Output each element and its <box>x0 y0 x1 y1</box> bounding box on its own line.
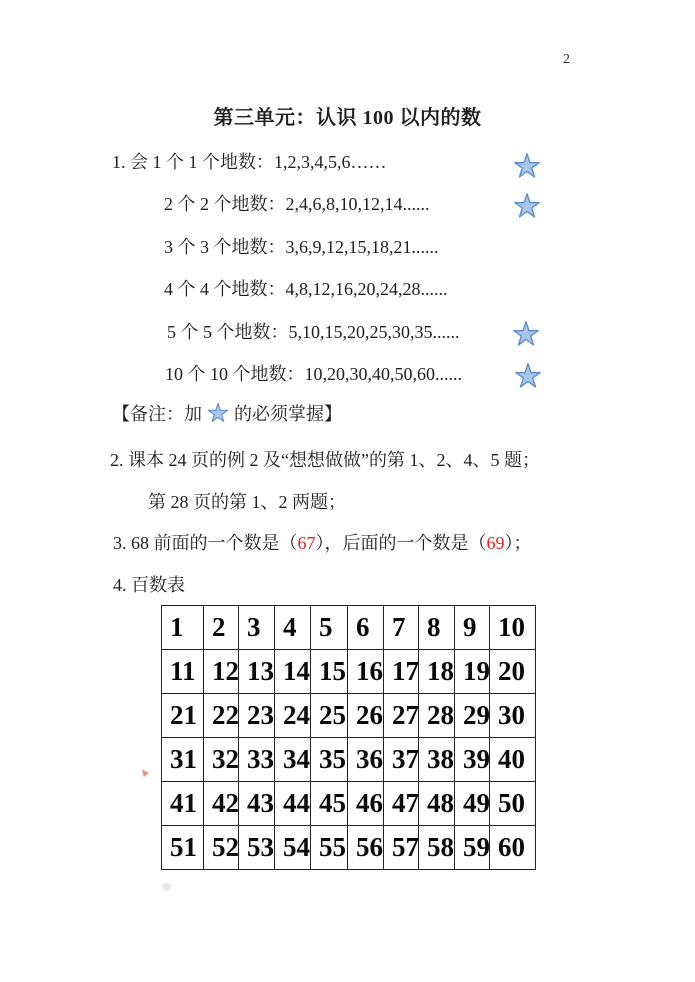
table-cell: 42 <box>204 782 239 826</box>
counting-line-4: 4 个 4 个地数：4,8,12,16,20,24,28...... <box>164 279 448 299</box>
counting-line-3: 3 个 3 个地数：3,6,9,12,15,18,21...... <box>164 237 439 257</box>
table-cell: 50 <box>490 782 536 826</box>
table-cell: 9 <box>455 606 490 650</box>
table-cell: 1 <box>162 606 204 650</box>
table-cell: 53 <box>239 826 275 870</box>
smudge-artifact <box>162 883 171 891</box>
table-cell: 19 <box>455 650 490 694</box>
table-cell: 36 <box>348 738 384 782</box>
table-cell: 38 <box>419 738 455 782</box>
table-cell: 8 <box>419 606 455 650</box>
table-cell: 51 <box>162 826 204 870</box>
note-prefix: 【备注：加 <box>112 404 202 424</box>
note-line <box>112 401 342 427</box>
table-cell: 27 <box>384 694 419 738</box>
table-cell: 54 <box>275 826 311 870</box>
table-cell: 23 <box>239 694 275 738</box>
table-cell: 3 <box>239 606 275 650</box>
table-cell: 34 <box>275 738 311 782</box>
table-cell: 59 <box>455 826 490 870</box>
counting-line-1: 1. 会 1 个 1 个地数：1,2,3,4,5,6…… <box>112 152 387 172</box>
note-suffix: 的必须掌握】 <box>234 404 342 424</box>
item4-heading: 4. 百数表 <box>113 575 185 595</box>
star-icon <box>513 192 541 220</box>
table-cell: 45 <box>311 782 348 826</box>
table-row <box>162 738 536 782</box>
table-cell: 40 <box>490 738 536 782</box>
item3-line <box>113 530 532 556</box>
table-cell: 52 <box>204 826 239 870</box>
table-cell: 28 <box>419 694 455 738</box>
star-icon <box>512 320 540 348</box>
hundred-table <box>161 605 536 870</box>
item3-answer-2: 69 <box>486 533 505 553</box>
table-cell: 4 <box>275 606 311 650</box>
table-cell: 46 <box>348 782 384 826</box>
red-mark-artifact <box>142 768 149 777</box>
table-cell: 16 <box>348 650 384 694</box>
table-cell: 24 <box>275 694 311 738</box>
table-row <box>162 650 536 694</box>
table-cell: 60 <box>490 826 536 870</box>
table-cell: 29 <box>455 694 490 738</box>
star-icon <box>207 402 229 424</box>
table-row <box>162 694 536 738</box>
table-cell: 7 <box>384 606 419 650</box>
table-cell: 5 <box>311 606 348 650</box>
table-cell: 30 <box>490 694 536 738</box>
table-cell: 13 <box>239 650 275 694</box>
item3-pre: 3. 68 前面的一个数是（ <box>113 533 298 553</box>
table-row <box>162 606 536 650</box>
table-cell: 18 <box>419 650 455 694</box>
page-number: 2 <box>563 52 570 67</box>
table-cell: 31 <box>162 738 204 782</box>
table-cell: 47 <box>384 782 419 826</box>
table-cell: 33 <box>239 738 275 782</box>
counting-line-6: 10 个 10 个地数：10,20,30,40,50,60...... <box>165 364 462 384</box>
table-cell: 39 <box>455 738 490 782</box>
table-cell: 10 <box>490 606 536 650</box>
table-row <box>162 826 536 870</box>
counting-line-5: 5 个 5 个地数：5,10,15,20,25,30,35...... <box>167 322 460 342</box>
table-cell: 14 <box>275 650 311 694</box>
table-cell: 48 <box>419 782 455 826</box>
counting-line-2: 2 个 2 个地数：2,4,6,8,10,12,14...... <box>164 194 430 214</box>
table-cell: 35 <box>311 738 348 782</box>
table-cell: 22 <box>204 694 239 738</box>
table-cell: 12 <box>204 650 239 694</box>
table-cell: 43 <box>239 782 275 826</box>
table-cell: 6 <box>348 606 384 650</box>
table-cell: 37 <box>384 738 419 782</box>
item3-answer-1: 67 <box>297 533 316 553</box>
table-cell: 25 <box>311 694 348 738</box>
table-cell: 49 <box>455 782 490 826</box>
table-cell: 41 <box>162 782 204 826</box>
table-cell: 56 <box>348 826 384 870</box>
table-cell: 2 <box>204 606 239 650</box>
table-cell: 58 <box>419 826 455 870</box>
item3-mid: ），后面的一个数是（ <box>315 533 487 553</box>
table-row <box>162 782 536 826</box>
item2-line2: 第 28 页的第 1、2 两题； <box>148 492 346 512</box>
table-cell: 15 <box>311 650 348 694</box>
page-title: 第三单元：认识 100 以内的数 <box>213 107 482 129</box>
item2-line1: 2. 课本 24 页的例 2 及“想想做做”的第 1、2、4、5 题； <box>110 450 540 470</box>
table-cell: 55 <box>311 826 348 870</box>
table-cell: 17 <box>384 650 419 694</box>
table-cell: 11 <box>162 650 204 694</box>
star-icon <box>514 362 542 390</box>
table-cell: 57 <box>384 826 419 870</box>
item3-post: ）； <box>504 533 532 553</box>
table-cell: 21 <box>162 694 204 738</box>
star-icon <box>513 152 541 180</box>
table-cell: 26 <box>348 694 384 738</box>
table-cell: 44 <box>275 782 311 826</box>
table-cell: 32 <box>204 738 239 782</box>
table-cell: 20 <box>490 650 536 694</box>
